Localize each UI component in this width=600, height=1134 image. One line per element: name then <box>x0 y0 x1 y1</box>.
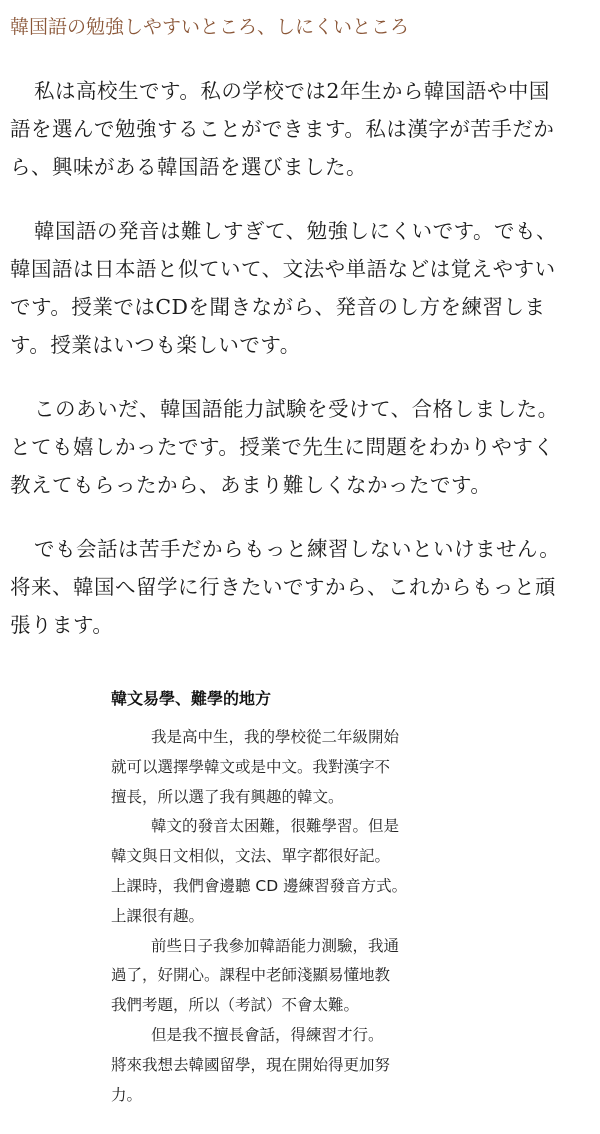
chinese-line: 我是高中生，我的學校從二年級開始 <box>151 728 400 746</box>
chinese-line: 上課時，我們會邊聽 CD 邊練習發音方式。 <box>111 876 408 895</box>
chinese-line: 上課很有趣。 <box>111 906 205 925</box>
japanese-paragraph-1 <box>10 63 595 177</box>
japanese-line: 韓国語の発音は難しすぎて、勉強しにくいです。でも、 <box>34 218 557 243</box>
chinese-line: 但是我不擅長會話，得練習才行。 <box>151 1025 384 1044</box>
chinese-line: 力。 <box>111 1085 143 1104</box>
japanese-line: でも会話は苦手だからもっと練習しないといけません。 <box>34 536 561 561</box>
chinese-line: 韓文與日文相似，文法、單字都很好記。 <box>111 847 391 866</box>
japanese-line: 教えてもらったから、あまり難しくなかったです。 <box>10 472 492 497</box>
japanese-line: 韓国語は日本語と似ていて、文法や単語などは覚えやすい <box>10 256 556 281</box>
japanese-title: 韓国語の勉強しやすいところ、しにくいところ <box>10 16 410 38</box>
japanese-line: す。授業はいつも楽しいです。 <box>10 332 301 357</box>
chinese-line: 前些日子我參加韓語能力測驗，我通 <box>151 936 400 955</box>
japanese-line: 私は高校生です。私の学校では2年生から韓国語や中国 <box>34 78 550 103</box>
japanese-line: 将来、韓国へ留学に行きたいですから、これからもっと頑 <box>10 574 556 599</box>
chinese-line: 韓文的發音太困難，很難學習。但是 <box>151 817 400 836</box>
chinese-line: 就可以選擇學韓文或是中文。我對漢字不 <box>111 757 391 776</box>
japanese-paragraph-4 <box>10 521 595 635</box>
chinese-line: 擅長，所以選了我有興趣的韓文。 <box>111 787 344 806</box>
chinese-title: 韓文易學、難學的地方 <box>111 689 272 708</box>
japanese-line: とても嬉しかったです。授業で先生に問題をわかりやすく <box>10 434 555 459</box>
japanese-line: このあいだ、韓国語能力試験を受けて、合格しました。 <box>34 396 559 421</box>
chinese-line: 過了，好開心。課程中老師淺顯易懂地教 <box>111 966 391 985</box>
chinese-line: 我們考題，所以（考試）不會太難。 <box>111 996 360 1015</box>
japanese-line: 張ります。 <box>10 612 114 637</box>
japanese-line: 語を選んで勉強することができます。私は漢字が苦手だか <box>10 116 555 141</box>
japanese-essay <box>10 0 595 635</box>
chinese-line: 將來我想去韓國留學，現在開始得更加努 <box>111 1055 391 1074</box>
japanese-line: です。授業ではCDを聞きながら、発音のし方を練習しま <box>10 294 546 319</box>
japanese-line: ら、興味がある韓国語を選びました。 <box>10 154 367 179</box>
chinese-translation <box>111 686 501 1110</box>
japanese-paragraph-3 <box>10 381 595 495</box>
japanese-paragraph-2 <box>10 203 595 355</box>
